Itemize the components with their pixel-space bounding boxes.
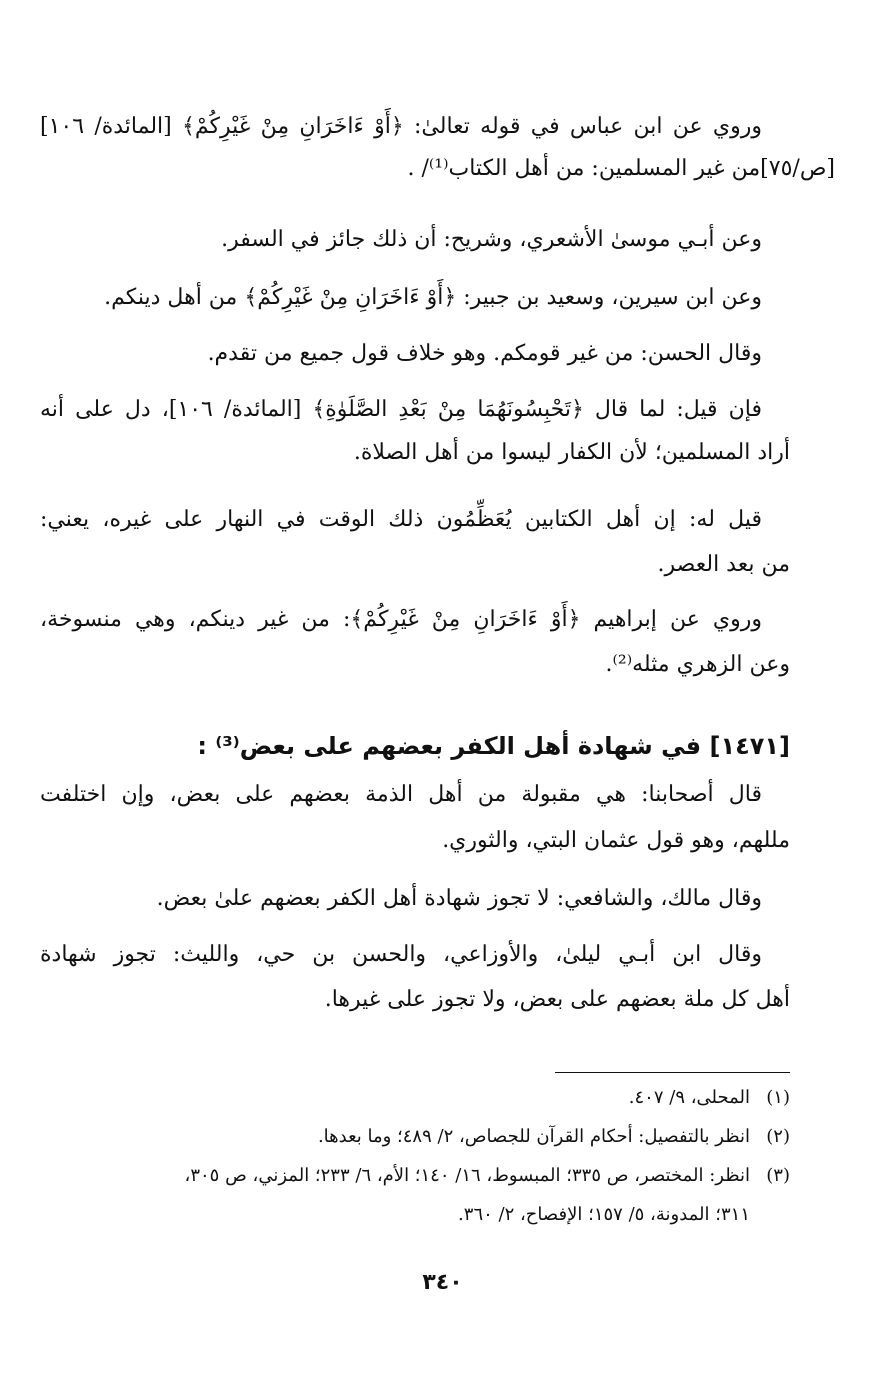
- footnote-text: المحلى، ٩/ ٤٠٧.: [628, 1087, 750, 1108]
- body-line: أهل كل ملة بعضهم على بعض، ولا تجوز على غيرها.: [324, 987, 790, 1012]
- body-line: وقال مالك، والشافعي: لا تجوز شهادة أهل الكفر بعضهم علىٰ بعض.: [156, 886, 762, 911]
- body-line: وعن الزهري مثله⁽²⁾.: [605, 652, 790, 677]
- body-line: وعن ابن سيرين، وسعيد بن جبير: ﴿أَوْ ءَاخَرَانِ مِنْ غَيْرِكُمْ﴾ من أهل دينكم.: [104, 285, 762, 310]
- section-heading: [١٤٧١] في شهادة أهل الكفر بعضهم على بعض⁽³⁾ :: [197, 732, 790, 760]
- footnote-text: انظر بالتفصيل: أحكام القرآن للجصاص، ٢/ ٤٨٩؛ وما بعدها.: [317, 1126, 750, 1147]
- body-line: وروي عن إبراهيم ﴿أَوْ ءَاخَرَانِ مِنْ غَيْرِكُمْ﴾: من غير دينكم، وهي منسوخة،: [40, 607, 762, 632]
- footnote: [40, 1085, 790, 1111]
- body-line: وعن أبـي موسىٰ الأشعري، وشريح: أن ذلك جائز في السفر.: [221, 227, 762, 252]
- body-line: فإن قيل: لما قال ﴿تَحْبِسُونَهُمَا مِنْ بَعْدِ الصَّلَوٰةِ﴾ [المائدة/ ١٠٦]، دل على أنه: [40, 397, 762, 422]
- footnote-continuation: ٣١١؛ المدونة، ٥/ ١٥٧؛ الإفصاح، ٢/ ٣٦٠.: [458, 1204, 750, 1225]
- body-line: وقال الحسن: من غير قومكم. وهو خلاف قول جميع من تقدم.: [207, 341, 762, 366]
- body-line: أراد المسلمين؛ لأن الكفار ليسوا من أهل الصلاة.: [353, 440, 790, 465]
- body-line: وقال ابن أبـي ليلىٰ، والأوزاعي، والحسن بن حي، والليث: تجوز شهادة: [40, 942, 762, 967]
- page-number: ٣٤٠: [422, 1270, 463, 1295]
- body-line: من بعد العصر.: [657, 552, 790, 577]
- footnote-separator: [555, 1072, 790, 1073]
- footnote-number: (٣): [766, 1165, 790, 1186]
- footnote-text: انظر: المختصر، ص ٣٣٥؛ المبسوط، ١٦/ ١٤٠؛ الأم، ٦/ ٢٣٣؛ المزني، ص ٣٠٥،: [184, 1165, 750, 1186]
- footnote: [40, 1163, 790, 1189]
- body-line: مللهم، وهو قول عثمان البتي، والثوري.: [442, 828, 790, 853]
- footnote-number: (١): [766, 1087, 790, 1108]
- body-line: قيل له: إن أهل الكتابين يُعَظِّمُون ذلك الوقت في النهار على غيره، يعني:: [40, 507, 762, 532]
- body-line: وروي عن ابن عباس في قوله تعالىٰ: ﴿أَوْ ءَاخَرَانِ مِنْ غَيْرِكُمْ﴾ [المائدة/ ١٠٦]: [40, 114, 762, 139]
- body-line: قال أصحابنا: هي مقبولة من أهل الذمة بعضهم على بعض، وإن اختلفت: [40, 782, 762, 807]
- body-line: [ص/٧٥]من غير المسلمين: من أهل الكتاب⁽¹⁾/ .: [407, 156, 835, 181]
- footnote: [40, 1124, 790, 1150]
- footnote-number: (٢): [766, 1126, 790, 1147]
